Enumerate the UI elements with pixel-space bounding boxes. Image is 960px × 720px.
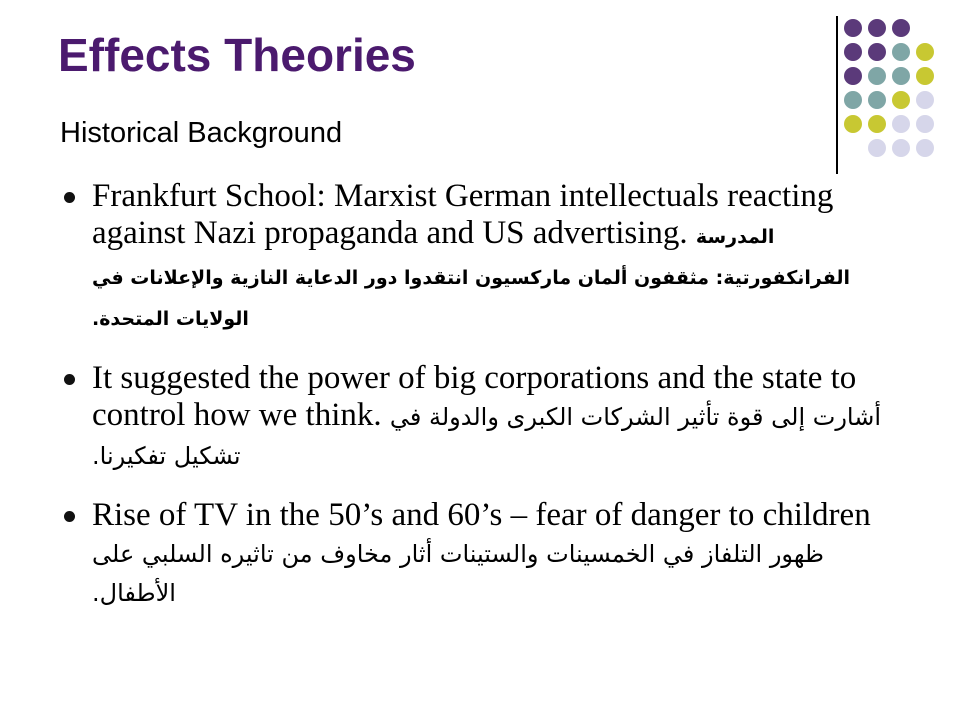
bullet-item xyxy=(60,497,900,612)
slide-subtitle: Historical Background xyxy=(60,117,343,149)
decorative-dot xyxy=(868,43,886,61)
bullet-icon xyxy=(64,374,75,385)
decorative-dot xyxy=(844,91,862,109)
decorative-dot xyxy=(916,115,934,133)
decorative-dot xyxy=(892,43,910,61)
decorative-dot xyxy=(892,67,910,85)
decorative-dot xyxy=(916,91,934,109)
bullet-item xyxy=(60,360,900,475)
bullet-item xyxy=(60,178,900,338)
decorative-dot xyxy=(868,67,886,85)
decorative-dot xyxy=(844,19,862,37)
decorative-dot xyxy=(892,19,910,37)
decorative-dot xyxy=(892,139,910,157)
decorative-dot xyxy=(916,67,934,85)
decorative-dot xyxy=(868,139,886,157)
divider-line xyxy=(836,16,838,174)
decorative-dot xyxy=(844,43,862,61)
bullet-text-english: Frankfurt School: Marxist German intellectuals reacting against Nazi propaganda and US advertising. xyxy=(92,178,834,251)
decorative-dot xyxy=(892,91,910,109)
bullet-icon xyxy=(64,192,75,203)
bullet-text-english: It suggested the power of big corporations and the state to control how we think. xyxy=(92,360,857,433)
decorative-dot xyxy=(892,115,910,133)
bullet-text-arabic: أشارت إلى قوة تأثير الشركات الكبرى والدولة في تشكيل تفكيرنا. xyxy=(92,403,882,470)
decorative-dot xyxy=(844,115,862,133)
bullet-list xyxy=(60,178,900,634)
slide-title: Effects Theories xyxy=(58,29,416,81)
decorative-dot xyxy=(844,67,862,85)
bullet-icon xyxy=(64,511,75,522)
decorative-dot xyxy=(916,43,934,61)
decorative-dot xyxy=(916,139,934,157)
bullet-text-arabic: المدرسة الفرانكفورتية: مثقفون ألمان ماركسيون انتقدوا دور الدعاية النازية والإعلانات في الولايات المتحدة. xyxy=(92,226,851,330)
bullet-text-arabic: ظهور التلفاز في الخمسينات والستينات أثار مخاوف من تاثيره السلبي على الأطفال. xyxy=(92,540,824,607)
decorative-dot xyxy=(868,115,886,133)
bullet-text-english: Rise of TV in the 50’s and 60’s – fear of danger to children xyxy=(92,497,871,533)
decorative-dot xyxy=(868,19,886,37)
decorative-dot xyxy=(868,91,886,109)
